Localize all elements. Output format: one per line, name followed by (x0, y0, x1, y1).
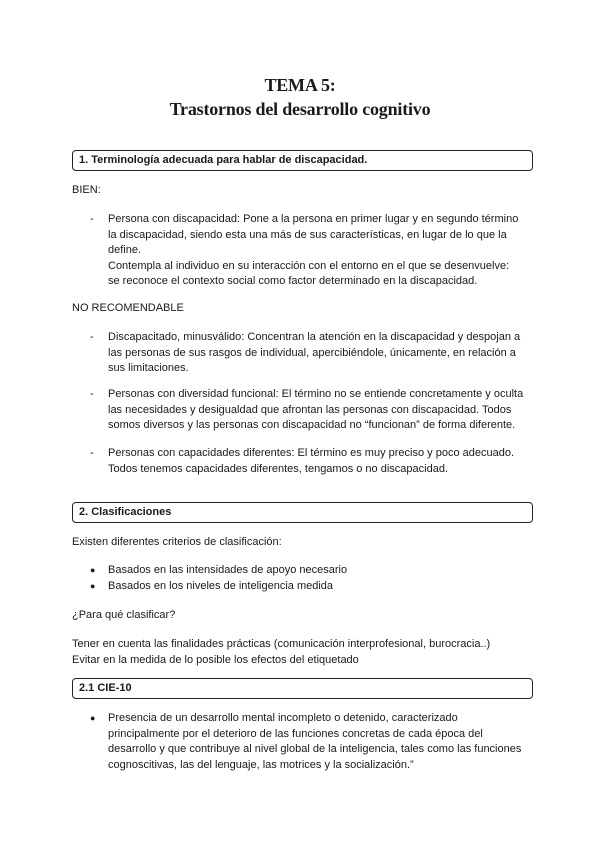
clasificaciones-intro: Existen diferentes criterios de clasificación: (72, 536, 282, 548)
item-line: la discapacidad, siendo esta una más de sus características, en lugar de lo que la (108, 228, 507, 241)
item-line: Persona con discapacidad: Pone a la persona en primer lugar y en segundo término (108, 213, 519, 225)
item-line: Personas con diversidad funcional: El término no se entiende concretamente y oculta (108, 388, 524, 400)
dash-marker: - (90, 388, 94, 400)
item-line: cognoscitivas, las del lenguaje, las motrices y la socialización.” (108, 758, 414, 771)
item-line: Basados en los niveles de inteligencia medida (108, 580, 334, 592)
section-heading-cie10: 2.1 CIE-10 (72, 678, 533, 699)
item-line: principalmente por el deterioro de las funciones concretas de cada época del (108, 727, 483, 740)
item-line: Contempla al individuo en su interacción con el entorno en el que se desenvuelve: (108, 259, 510, 272)
item-line: Presencia de un desarrollo mental incompleto o detenido, caracterizado (108, 712, 458, 724)
item-line: sus limitaciones. (108, 362, 189, 374)
answer-line: Evitar en la medida de lo posible los efectos del etiquetado (72, 654, 359, 666)
item-line: desarrollo y que contribuye al nivel global de la inteligencia, tales como las funciones (108, 743, 522, 755)
item-line: Discapacitado, minusválido: Concentran la atención en la discapacidad y despojan a (108, 331, 521, 343)
item-line: Basados en las intensidades de apoyo necesario (108, 564, 348, 576)
bien-label: BIEN: (72, 184, 101, 196)
item-line: define. (108, 244, 142, 256)
dash-marker: - (90, 331, 94, 343)
document-title-line2: Trastornos del desarrollo cognitivo (169, 99, 431, 119)
no-recomendable-label: NO RECOMENDABLE (72, 302, 184, 314)
bullet-marker: ● (90, 713, 96, 723)
section-heading-clasificaciones: 2. Clasificaciones (72, 502, 533, 523)
section-heading-terminologia: 1. Terminología adecuada para hablar de discapacidad. (72, 150, 533, 171)
bullet-marker: ● (90, 581, 96, 591)
item-line: Personas con capacidades diferentes: El término es muy preciso y poco adecuado. (108, 447, 515, 459)
item-line: somos diversos y las personas con discapacidad no “funcionan” de forma diferente. (108, 419, 516, 431)
dash-marker: - (90, 447, 94, 459)
item-line: las personas de sus rasgos de individual, apercibiéndole, únicamente, en relación a (108, 346, 516, 359)
dash-marker: - (90, 213, 94, 225)
item-line: se reconoce el contexto social como factor determinado en la discapacidad. (108, 275, 478, 287)
para-que-clasificar: ¿Para qué clasificar? (72, 609, 176, 621)
bullet-marker: ● (90, 565, 96, 575)
item-line: Todos tenemos capacidades diferentes, tengamos o no discapacidad. (108, 462, 448, 475)
answer-line: Tener en cuenta las finalidades prácticas (comunicación interprofesional, burocracia..) (72, 638, 491, 650)
item-line: las necesidades y desigualdad que afrontan las personas con discapacidad. Todos (108, 403, 512, 416)
document-title-line1: TEMA 5: (264, 75, 336, 95)
